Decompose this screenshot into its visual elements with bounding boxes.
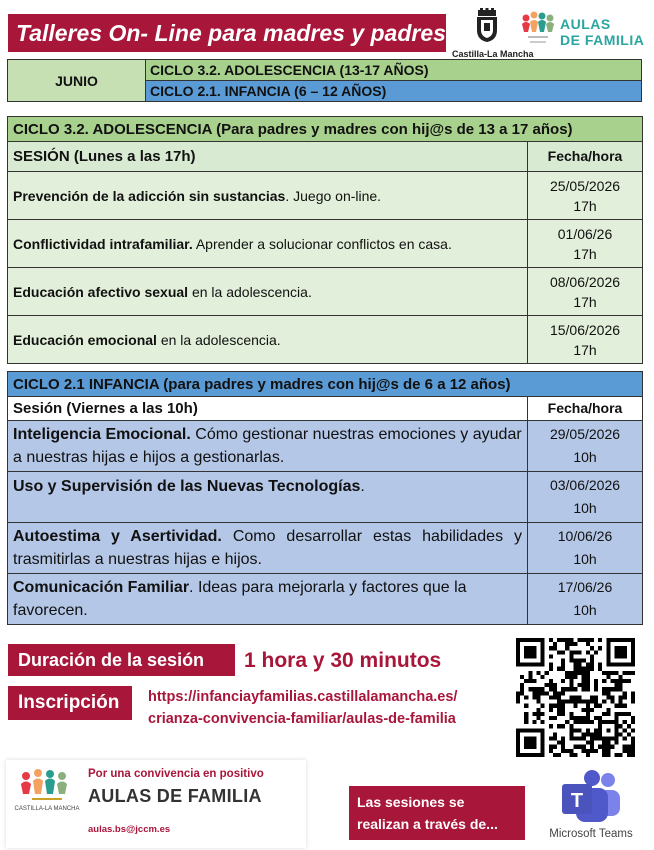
session-topic: Educación afectivo sexual en la adolescencia. <box>8 268 528 316</box>
session-date: 08/06/2026 17h <box>528 268 643 316</box>
inscription-link[interactable] <box>148 686 457 730</box>
infancia-header: CICLO 2.1 INFANCIA (para padres y madres con hij@s de 6 a 12 años) <box>8 372 643 397</box>
table-row <box>8 523 643 574</box>
session-topic: Inteligencia Emocional. Cómo gestionar nuestras emociones y ayudar a nuestras hijas e hijos a gestionarlas. <box>8 421 528 472</box>
inscription-label: Inscripción <box>8 686 132 720</box>
session-date: 03/06/2026 10h <box>528 472 643 523</box>
family-figures-icon <box>520 10 558 54</box>
footer-email[interactable]: aulas.bs@jccm.es <box>88 824 171 835</box>
microsoft-teams-logo <box>536 770 646 848</box>
footer-name: AULAS DE FAMILIA <box>88 786 262 806</box>
session-topic: Comunicación Familiar. Ideas para mejorarla y factores que la favorecen. <box>8 574 528 625</box>
family-figures-icon <box>12 766 82 806</box>
session-topic: Conflictividad intrafamiliar. Aprender a solucionar conflictos en casa. <box>8 220 528 268</box>
cycle-infancia: CICLO 2.1. INFANCIA (6 – 12 AÑOS) <box>146 81 642 102</box>
month-cycles-table <box>7 59 642 102</box>
brand-line-2: DE FAMILIA <box>560 32 645 48</box>
table-row <box>8 268 643 316</box>
table-row <box>8 316 643 364</box>
session-label: SESIÓN (Lunes a las 17h) <box>8 142 528 172</box>
via-text-box: Las sesiones se realizan a través de... <box>349 786 525 840</box>
session-date: 01/06/26 17h <box>528 220 643 268</box>
duration-label: Duración de la sesión <box>8 644 235 676</box>
castilla-la-mancha-logo <box>452 8 534 59</box>
date-label: Fecha/hora <box>528 142 643 172</box>
qr-code-icon[interactable] <box>516 638 635 757</box>
teams-icon <box>556 770 626 826</box>
session-topic: Uso y Supervisión de las Nuevas Tecnologías. <box>8 472 528 523</box>
table-row <box>8 472 643 523</box>
adolescencia-table <box>7 116 643 364</box>
footer-logo-text: CASTILLA-LA MANCHA <box>14 806 80 812</box>
brand-line-1: AULAS <box>560 16 611 32</box>
footer-card <box>6 760 306 848</box>
table-row <box>8 574 643 625</box>
aulas-logo-small <box>12 766 82 842</box>
cycle-adolescencia: CICLO 3.2. ADOLESCENCIA (13-17 AÑOS) <box>146 60 642 81</box>
footer-tagline: Por una convivencia en positivo <box>88 768 264 780</box>
link-line-1[interactable]: https://infanciayfamilias.castillalamancha.es/ <box>148 689 458 705</box>
table-row <box>8 220 643 268</box>
svg-text:T: T <box>570 790 584 812</box>
session-date: 25/05/2026 17h <box>528 172 643 220</box>
aulas-de-familia-logo <box>520 10 652 54</box>
region-logo-text: Castilla-La Mancha <box>452 49 534 59</box>
link-line-2[interactable]: crianza-convivencia-familiar/aulas-de-familia <box>148 711 456 727</box>
teams-label: Microsoft Teams <box>549 828 633 840</box>
table-row <box>8 172 643 220</box>
coat-of-arms-icon <box>474 8 500 42</box>
infancia-table <box>7 371 643 625</box>
month-cell: JUNIO <box>8 60 146 102</box>
session-topic: Educación emocional en la adolescencia. <box>8 316 528 364</box>
session-topic: Prevención de la adicción sin sustancias. Juego on-line. <box>8 172 528 220</box>
session-topic: Autoestima y Asertividad. Como desarrollar estas habilidades y trasmitirlas a nuestras hijas e hijos. <box>8 523 528 574</box>
session-date: 15/06/2026 17h <box>528 316 643 364</box>
session-date: 29/05/2026 10h <box>528 421 643 472</box>
adolescencia-header: CICLO 3.2. ADOLESCENCIA (Para padres y madres con hij@s de 13 a 17 años) <box>8 117 643 142</box>
page-title: Talleres On- Line para madres y padres <box>8 14 446 52</box>
table-row <box>8 421 643 472</box>
session-date: 10/06/26 10h <box>528 523 643 574</box>
duration-value: 1 hora y 30 minutos <box>244 649 442 672</box>
session-date: 17/06/26 10h <box>528 574 643 625</box>
date-label: Fecha/hora <box>528 397 643 421</box>
session-label: Sesión (Viernes a las 10h) <box>8 397 528 421</box>
